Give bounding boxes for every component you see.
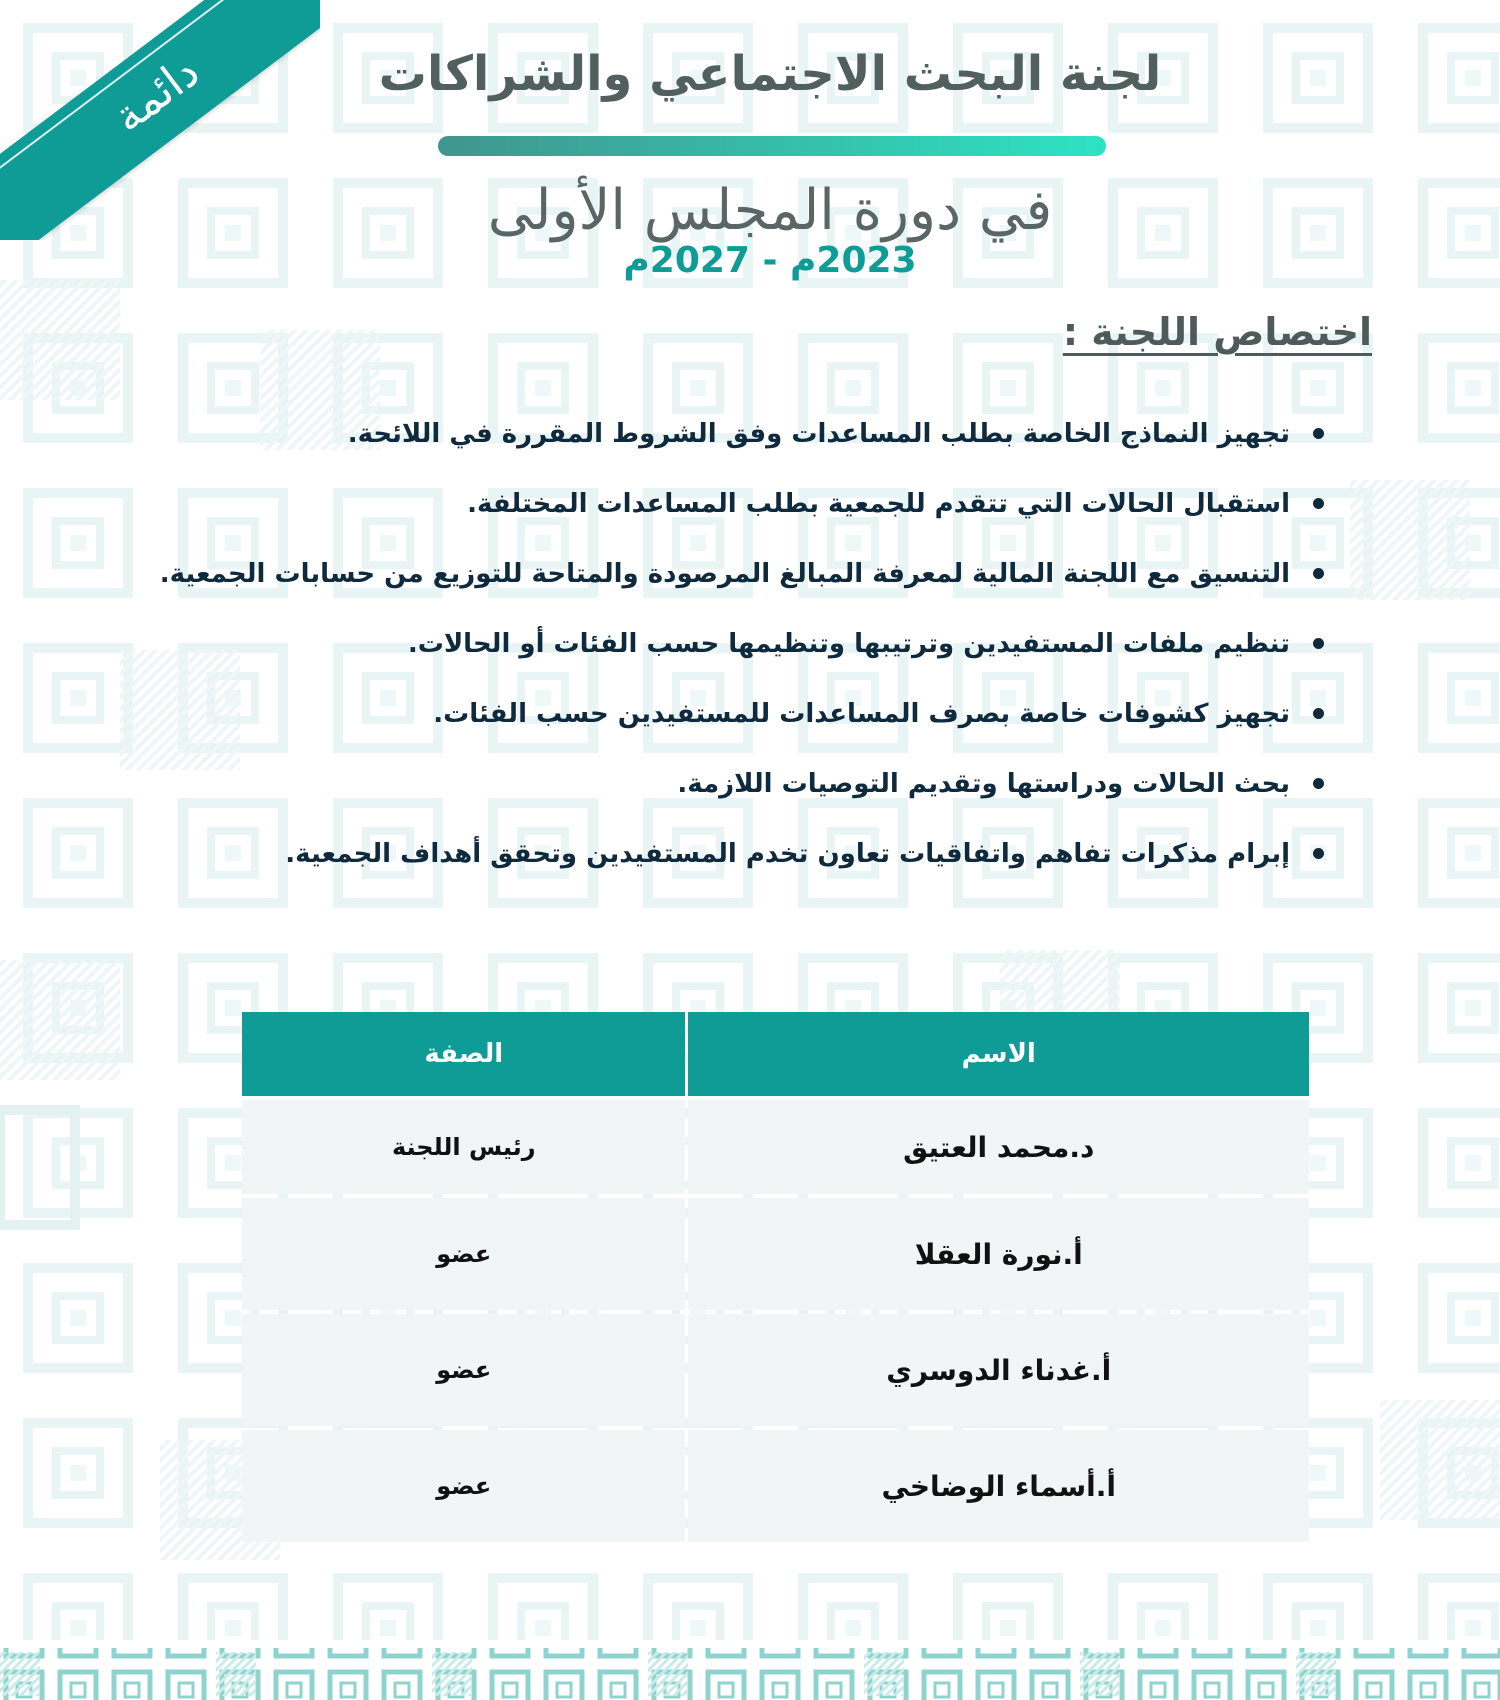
duty-item	[110, 830, 1290, 900]
table-header-row	[242, 1012, 1309, 1096]
duty-item	[110, 690, 1290, 760]
ribbon-band	[0, 0, 320, 240]
title-underline-bar	[438, 136, 1106, 156]
table-row	[242, 1100, 1309, 1194]
table-row	[242, 1430, 1309, 1542]
page-subtitle: في دورة المجلس الأولى	[487, 178, 1053, 243]
bullet-icon	[1313, 778, 1324, 789]
members-table	[239, 1008, 1312, 1546]
duty-item	[110, 410, 1290, 480]
footer-pattern	[0, 1648, 1500, 1700]
duty-text: بحث الحالات ودراستها وتقديم التوصيات اللازمة.	[677, 769, 1290, 799]
bullet-icon	[1313, 498, 1324, 509]
duty-text: إبرام مذكرات تفاهم واتفاقيات تعاون تخدم المستفيدين وتحقق أهداف الجمعية.	[285, 839, 1290, 869]
duty-text: تجهيز كشوفات خاصة بصرف المساعدات للمستفيدين حسب الفئات.	[433, 699, 1290, 729]
ribbon-label: دائمة	[103, 45, 209, 143]
member-name: أ.أسماء الوضاخي	[688, 1430, 1309, 1542]
bullet-icon	[1313, 848, 1324, 859]
member-name: د.محمد العتيق	[688, 1100, 1309, 1194]
member-role: عضو	[242, 1314, 685, 1426]
duty-text: تجهيز النماذج الخاصة بطلب المساعدات وفق الشروط المقررة في اللائحة.	[347, 419, 1290, 449]
bullet-icon	[1313, 428, 1324, 439]
duty-item	[110, 620, 1290, 690]
corner-ribbon	[0, 0, 320, 240]
bullet-icon	[1313, 638, 1324, 649]
duties-list	[110, 410, 1290, 900]
role-column-header: الصفة	[242, 1012, 685, 1096]
name-column-header: الاسم	[688, 1012, 1309, 1096]
bullet-icon	[1313, 568, 1324, 579]
duty-item	[110, 550, 1290, 620]
member-role: عضو	[242, 1430, 685, 1542]
term-years: 2023م - 2027م	[623, 240, 917, 281]
page-title: لجنة البحث الاجتماعي والشراكات	[378, 46, 1162, 102]
duty-text: استقبال الحالات التي تتقدم للجمعية بطلب المساعدات المختلفة.	[467, 489, 1290, 519]
member-role: رئيس اللجنة	[242, 1100, 685, 1194]
member-name: أ.نورة العقلا	[688, 1198, 1309, 1310]
table-row	[242, 1314, 1309, 1426]
duty-text: التنسيق مع اللجنة المالية لمعرفة المبالغ المرصودة والمتاحة للتوزيع من حسابات الجمعية.	[159, 559, 1290, 589]
duties-heading: اختصاص اللجنة :	[1062, 310, 1372, 354]
duty-item	[110, 480, 1290, 550]
duty-item	[110, 760, 1290, 830]
member-name: أ.غدناء الدوسري	[688, 1314, 1309, 1426]
table-row	[242, 1198, 1309, 1310]
bullet-icon	[1313, 708, 1324, 719]
duty-text: تنظيم ملفات المستفيدين وترتيبها وتنظيمها حسب الفئات أو الحالات.	[407, 629, 1290, 659]
member-role: عضو	[242, 1198, 685, 1310]
